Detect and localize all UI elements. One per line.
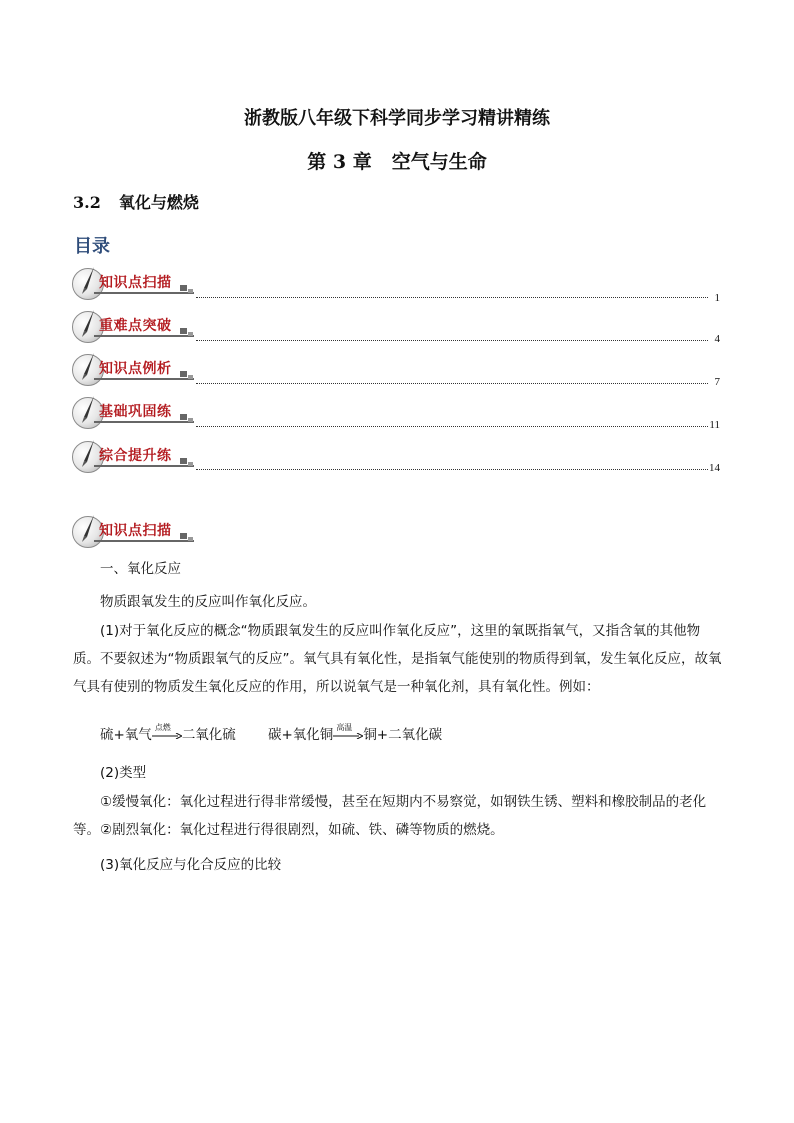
toc-page-number: 7 xyxy=(714,376,720,388)
definition-text: 物质跟氧发生的反应叫作氧化反应。 xyxy=(100,594,316,610)
toc-item-key-difficulties[interactable] xyxy=(72,311,196,343)
toc-item-comprehensive-practice[interactable] xyxy=(72,441,196,473)
arrow-icon xyxy=(333,733,363,739)
toc-item-label: 重难点突破 xyxy=(99,318,172,334)
toc-page-number: 11 xyxy=(709,419,720,431)
toc-item-knowledge-scan[interactable] xyxy=(72,268,196,300)
toc-item-basic-practice[interactable] xyxy=(72,397,196,429)
eq1-reactants: 硫+氧气 xyxy=(100,727,152,743)
paragraph-types: ①缓慢氧化：氧化过程进行得非常缓慢，甚至在短期内不易察觉，如钢铁生锈、塑料和橡胶制品的老化等。②剧烈氧化：氧化过程进行得很剧烈，如硫、铁、磷等物质的燃烧。 xyxy=(73,794,707,838)
section-badge-knowledge-scan xyxy=(72,516,196,548)
toc-item-label: 基础巩固练 xyxy=(99,404,172,420)
toc-page-number: 4 xyxy=(714,333,720,345)
equation-1 xyxy=(100,723,236,743)
equation-2 xyxy=(268,723,442,743)
chapter-name: 空气与生命 xyxy=(391,151,487,173)
section-number: 3.2 xyxy=(73,193,101,212)
eq2-condition: 高温 xyxy=(336,723,353,732)
toc-leader xyxy=(196,469,708,470)
eq1-product: 二氧化硫 xyxy=(181,727,236,743)
eq2-product: 铜+二氧化碳 xyxy=(363,727,443,743)
toc-leader xyxy=(196,340,708,341)
toc-page-number: 14 xyxy=(709,462,720,474)
point-2-heading: (2)类型 xyxy=(100,765,147,781)
point-3-heading: (3)氧化反应与化合反应的比较 xyxy=(100,857,282,873)
section-name: 氧化与燃烧 xyxy=(118,193,199,212)
paragraph-1: (1)对于氧化反应的概念“物质跟氧发生的反应叫作氧化反应”，这里的氧既指氧气，又指含氧的其他物质。不要叙述为“物质跟氧气的反应”。氧气具有氧化性，是指氧气能使别的物质得到氧，发生氧化反应，故氧气具有使别的物质发生氧化反应的作用，所以说氧气是一种氧化剂，具有氧化性。例如： xyxy=(73,623,722,695)
toc-page-number: 1 xyxy=(714,292,720,304)
toc-leader xyxy=(196,383,708,384)
toc-item-label: 综合提升练 xyxy=(99,448,172,464)
toc-heading: 目录 xyxy=(74,236,110,257)
toc-leader xyxy=(196,297,708,298)
section-badge-label: 知识点扫描 xyxy=(99,523,172,539)
toc-item-examples[interactable] xyxy=(72,354,196,386)
toc-leader xyxy=(196,426,708,427)
document-title: 浙教版八年级下科学同步学习精讲精练 xyxy=(244,108,550,129)
chapter-title xyxy=(0,147,794,174)
toc-item-label: 知识点例析 xyxy=(99,361,172,377)
eq1-condition: 点燃 xyxy=(154,723,171,732)
arrow-icon xyxy=(152,733,182,739)
section-title xyxy=(73,190,199,213)
toc-item-label: 知识点扫描 xyxy=(99,275,172,291)
chapter-number: 第 3 章 xyxy=(307,151,372,173)
content-heading: 一、氧化反应 xyxy=(100,561,181,577)
eq2-reactants: 碳+氧化铜 xyxy=(268,727,334,743)
